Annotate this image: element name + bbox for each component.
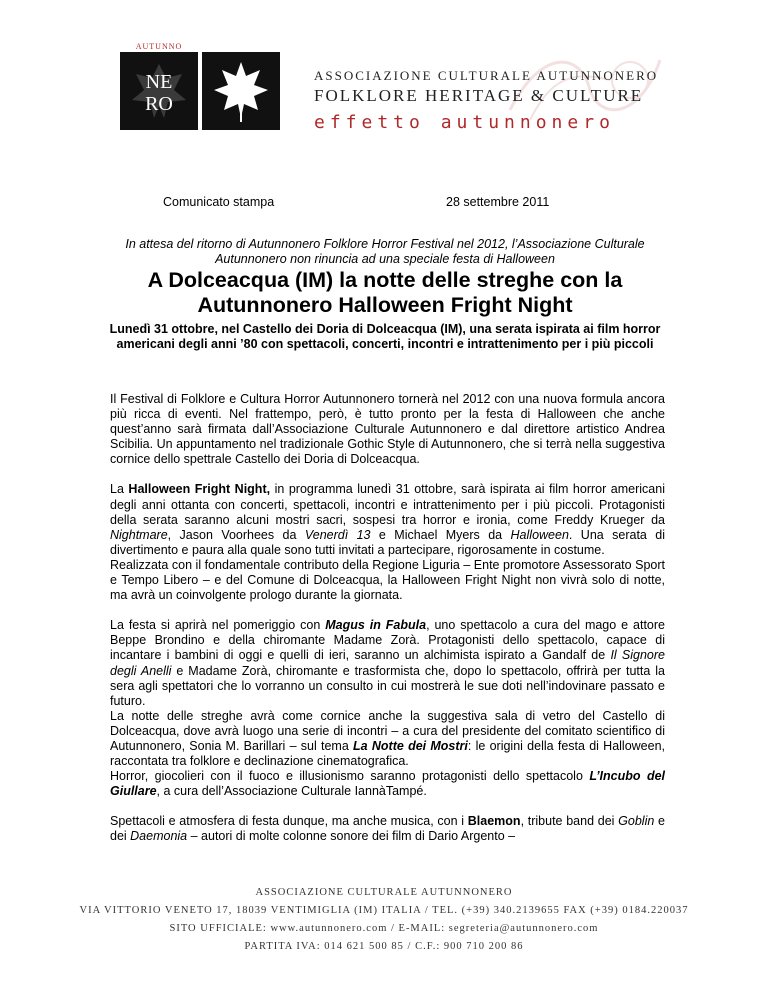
tagline: effetto autunnonero [314, 112, 615, 133]
intro-text: In attesa del ritorno di Autunnonero Folklore Horror Festival nel 2012, l’Associazione Culturale Autunnonero non rinuncia ad una speciale festa di Halloween [125, 237, 645, 266]
paragraph-7: Spettacoli e atmosfera di festa dunque, ma anche musica, con i Blaemon, tribute band dei Goblin e dei Daemonia – autori di molte colonne sonore dei film di Dario Argento – [110, 814, 665, 844]
logo-ro-text: RO [145, 93, 173, 115]
footer-org: ASSOCIAZIONE CULTURALE AUTUNNONERO [255, 887, 513, 898]
paragraph-4: La festa si aprirà nel pomeriggio con Magus in Fabula, uno spettacolo a cura del mago e attore Beppe Brondino e della chiromante Madame Zorà. Protagonisti dello spettacolo, capace di incantare i bambini di oggi e quelli di ieri, saranno un alchimista ispirato a Gandalf de Il Signore degli Anelli e Madame Zorà, chiromante e trasformista che, dopo lo spettacolo, offrirà per tutta la sera agli spettatori che lo vorranno un consulto in cui mostrerà le sue doti nell’indovinare passato e futuro. [110, 618, 665, 708]
article-body [110, 392, 665, 845]
leaf-background-icon [128, 60, 190, 122]
org-subtitle: FOLKLORE HERITAGE & CULTURE [314, 86, 644, 105]
letterhead [0, 0, 768, 150]
document-type: Comunicato stampa [163, 195, 275, 209]
footer-contacts: SITO UFFICIALE: www.autunnonero.com / E-MAIL: segreteria@autunnonero.com [169, 923, 599, 934]
paragraph-6: Horror, giocolieri con il fuoco e illusionismo saranno protagonisti dello spettacolo L’Incubo del Giullare, a cura dell’Associazione Culturale IannàTampé. [110, 769, 666, 799]
logo-small-label: AUTUNNO [135, 42, 183, 51]
leaf-logo [202, 52, 280, 130]
letterhead-footer [0, 884, 768, 956]
paragraph-2: La Halloween Fright Night, in programma lunedì 31 ottobre, sarà ispirata ai film horror americani degli anni ottanta con concerti, spettacoli, incontri e intrattenimento per i più piccoli. Protagonisti della serata saranno alcuni mostri sacri, sospesi tra horror e ironia, come Freddy Krueger da Nightmare, Jason Voorhees da Venerdì 13 e Michael Myers da Halloween. Una serata di divertimento e paura alla quale sono tutti invitati a partecipare, rigorosamente in costume. [110, 482, 666, 557]
paragraph-1: Il Festival di Folklore e Cultura Horror Autunnonero tornerà nel 2012 con una nuova formula ancora più ricca di eventi. Nel frattempo, però, è tutto pronto per la festa di Halloween che anche quest’anno sarà firmata dall’Associazione Culturale Autunnonero e dal direttore artistico Andrea Scibilia. Un appuntamento nel tradizionale Gothic Style di Autunnonero, che si terrà nella suggestiva cornice dello spettrale Castello dei Doria di Dolceacqua. [110, 392, 665, 467]
maple-leaf-icon [202, 52, 280, 130]
logo-ne-text: NE [145, 71, 173, 93]
logo-group [120, 42, 280, 142]
paragraph-3: Realizzata con il fondamentale contributo della Regione Liguria – Ente promotore Assessorato Sport e Tempo Libero – e del Comune di Dolceacqua, la Halloween Fright Night non vivrà solo di notte, ma avrà un coinvolgente prologo durante la giornata. [110, 557, 665, 603]
autunnonero-logo [120, 52, 198, 130]
paragraph-5: La notte delle streghe avrà come cornice anche la suggestiva sala di vetro del Castello di Dolceacqua, dove avrà luogo una serie di incontri – a cura del presidente del comitato scientifico di Autunnonero, Sonia M. Barillari – sul tema La Notte dei Mostri: le origini della festa di Halloween, raccontata tra folklore e declinazione cinematografica. [110, 708, 666, 769]
footer-tax: PARTITA IVA: 014 621 500 85 / C.F.: 900 710 200 86 [244, 941, 524, 952]
sub-headline: Lunedì 31 ottobre, nel Castello dei Doria di Dolceacqua (IM), una serata ispirata ai film horror americani degli anni ’80 con spettacoli, concerti, incontri e intrattenimento per i più piccoli [109, 322, 661, 351]
headline: A Dolceacqua (IM) la notte delle streghe con la Autunnonero Halloween Fright Night [147, 268, 623, 317]
org-title: ASSOCIAZIONE CULTURALE AUTUNNONERO [314, 68, 659, 83]
document-date: 28 settembre 2011 [446, 195, 550, 209]
footer-address: VIA VITTORIO VENETO 17, 18039 VENTIMIGLIA (IM) ITALIA / TEL. (+39) 340.2139655 FAX (+39) 0184.220037 [79, 905, 689, 916]
